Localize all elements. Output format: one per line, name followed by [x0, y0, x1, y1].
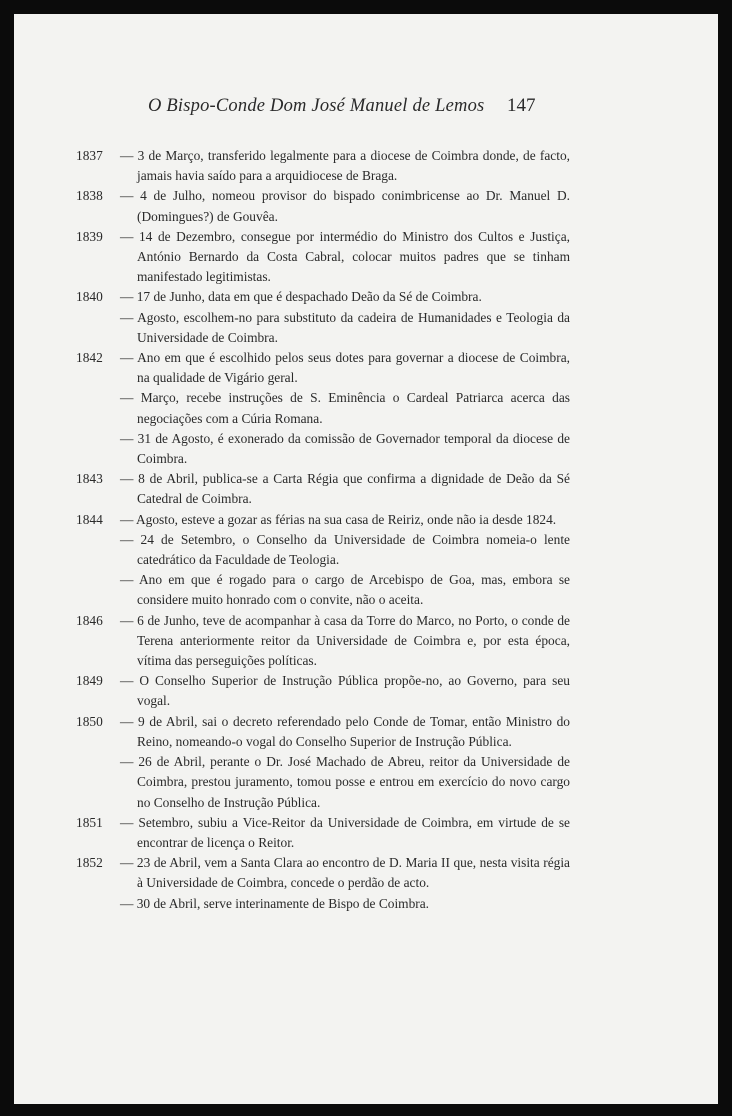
chronology-entry — [14, 752, 570, 813]
chronology-entry — [14, 611, 570, 672]
chronology-entry — [14, 510, 570, 530]
book-page — [14, 14, 718, 1104]
entry-year: 1839 — [76, 228, 103, 244]
chronology-entry — [14, 186, 570, 226]
chronology-entry — [14, 530, 570, 570]
chronology-entry — [14, 348, 570, 388]
entry-text: — 30 de Abril, serve interinamente de Bispo de Coimbra. — [120, 895, 430, 911]
entry-text: — 24 de Setembro, o Conselho da Universidade de Coimbra nomeia-o lente catedrático da Faculdade de Teologia. — [120, 531, 570, 568]
entry-text: — 26 de Abril, perante o Dr. José Machado de Abreu, reitor da Universidade de Coimbra, prestou juramento, tomou posse e entrou em exercício do novo cargo no Conselho de Instrução Pública. — [120, 754, 570, 810]
entry-text: — Setembro, subiu a Vice-Reitor da Universidade de Coimbra, em virtude de se encontrar de licença o Reitor. — [120, 814, 570, 850]
running-title: O Bispo-Conde Dom José Manuel de Lemos — [148, 96, 485, 116]
chronology-entry — [14, 853, 570, 893]
page-number: 147 — [507, 95, 536, 116]
entry-text: — Agosto, esteve a gozar as férias na sua casa de Reiriz, onde não ia desde 1824. — [120, 511, 557, 527]
chronology-entry — [14, 308, 570, 348]
chronology-entry — [14, 570, 570, 610]
page-header — [14, 96, 718, 126]
chronology-entry — [14, 388, 570, 428]
entry-year: 1846 — [76, 612, 103, 628]
chronology-entry — [14, 227, 570, 288]
chronology-entry — [14, 894, 570, 914]
entry-year: 1842 — [76, 350, 103, 366]
entry-year: 1852 — [76, 855, 103, 871]
entry-text: — Ano em que é rogado para o cargo de Arcebispo de Goa, mas, embora se considere muito honrado com o convite, não o aceita. — [120, 572, 570, 608]
chronology-entry — [14, 813, 570, 853]
entry-text: — 31 de Agosto, é exonerado da comissão de Governador temporal da diocese de Coimbra. — [120, 430, 570, 467]
entry-year: 1844 — [76, 511, 103, 527]
entry-text: — Agosto, escolhem-no para substituto da cadeira de Humanidades e Teologia da Universidade de Coimbra. — [120, 309, 570, 345]
chronology-entry — [14, 287, 570, 307]
entry-text: — Março, recebe instruções de S. Eminência o Cardeal Patriarca acerca das negociações com a Cúria Romana. — [120, 390, 570, 426]
entry-year: 1849 — [76, 673, 103, 689]
chronology-entry — [14, 469, 570, 509]
entry-text: — 9 de Abril, sai o decreto referendado pelo Conde de Tomar, então Ministro do Reino, nomeando-o vogal do Conselho Superior de Instrução Pública. — [120, 713, 570, 749]
entry-text: — 8 de Abril, publica-se a Carta Régia que confirma a dignidade de Deão da Sé Catedral de Coimbra. — [120, 471, 570, 507]
entry-year: 1837 — [76, 148, 103, 163]
entry-text: — 3 de Março, transferido legalmente para a diocese de Coimbra donde, de facto, jamais havia saído para a arquidiocese de Braga. — [120, 148, 570, 184]
chronology-list — [14, 146, 718, 914]
entry-text: — 6 de Junho, teve de acompanhar à casa da Torre do Marco, no Porto, o conde de Terena anteriormente reitor da Universidade de Coimbra e, por esta época, vítima das perseguições políticas. — [120, 612, 570, 669]
entry-text: — 14 de Dezembro, consegue por intermédio do Ministro dos Cultos e Justiça, António Bernardo da Costa Cabral, colocar muitos padres que se tinham manifestado legitimistas. — [120, 228, 570, 285]
chronology-entry — [14, 671, 570, 711]
chronology-entry — [14, 146, 570, 186]
entry-year: 1850 — [76, 713, 103, 729]
entry-text: — 4 de Julho, nomeou provisor do bispado conimbricense ao Dr. Manuel D. (Domingues?) de Gouvêa. — [120, 188, 570, 224]
entry-year: 1840 — [76, 289, 103, 305]
entry-text: — Ano em que é escolhido pelos seus dotes para governar a diocese de Coimbra, na qualidade de Vigário geral. — [120, 350, 570, 386]
entry-year: 1843 — [76, 471, 103, 487]
entry-year: 1838 — [76, 188, 103, 204]
chronology-entry — [14, 429, 570, 469]
entry-text: — 17 de Junho, data em que é despachado Deão da Sé de Coimbra. — [120, 289, 482, 305]
entry-text: — O Conselho Superior de Instrução Pública propõe-no, ao Governo, para seu vogal. — [120, 673, 570, 709]
chronology-entry — [14, 712, 570, 752]
entry-text: — 23 de Abril, vem a Santa Clara ao encontro de D. Maria II que, nesta visita régia à Universidade de Coimbra, concede o perdão de acto. — [120, 855, 570, 891]
entry-year: 1851 — [76, 814, 103, 830]
